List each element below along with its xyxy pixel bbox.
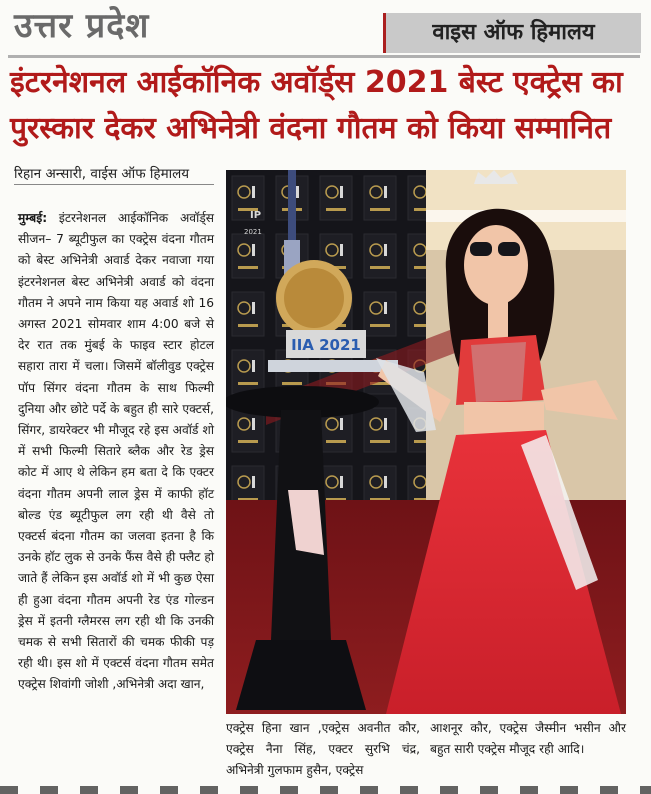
backdrop-logo: IP [250, 210, 262, 221]
newspaper-brand: वाइस ऑफ हिमालय [383, 13, 641, 53]
headline: इंटरनेशनल आईकॉनिक अवॉर्ड्स 2021 बेस्ट एक्ट्रेस का पुरस्कार देकर अभिनेत्री वंदना गौतम को किया सम्मानित [10, 65, 623, 146]
byline: रिहान अन्सारी, वाईस ऑफ हिमालय [14, 164, 214, 185]
photo-illustration [226, 170, 626, 714]
award-text: IIA 2021 [291, 336, 361, 354]
article-column-2: एक्ट्रेस हिना खान ,एक्ट्रेस अवनीत कौर, एक्ट्रेस नैना सिंह, एक्टर सुरभि चंद्र, अभिनेत्री गुलफाम हुसैन, एक्ट्रेस [226, 721, 420, 778]
header-rule [8, 55, 640, 58]
article-body-col1: इंटरनेशनल आईकॉनिक अवॉर्ड्स सीजन– 7 ब्यूटीफुल का एक्ट्रेस वंदना गौतम को बेस्ट अभिनेत्री अवार्ड देकर नवाजा गया इंटरनेशनल बेस्ट अभिनेत्री अवार्ड को वंदना गौतम ने अपने नाम किया यह अवार्ड शो 16 अगस्त 2021 सोमवार शाम 4:00 बजे से देर रात तक मुंबई के फाइव स्टार होटल सहारा तारा में चला। जिसमें बॉलीवुड एक्ट्रेस पॉप सिंगर वंदना गौतम के साथ फिल्मी दुनिया और छोटे पर्दे के बहुत ही सारे एक्टर्स, सिंगर, डायरेक्टर भी मौजूद रहे इस अवॉर्ड शो में सभी फिल्मी सितारे ब्लैक और रेड ड्रेस कोट में आए थे लेकिन हम बता दे कि एक्टर वंदना गौतम अपनी लाल ड्रेस में काफी हॉट बोल्ड एंड ब्यूटीफुल लग रही थी वैसे तो एक्टर्स बंदना गौतम का जलवा इतना है कि उनके हॉट लुक से उनके फैंस वैसे ही फ्लैट हो जाते हैं लेकिन इस अवॉर्ड शो में भी कुछ ऐसा ही हुआ वंदना गौतम अपनी रेड एंड गोल्डन ड्रेस में इतनी ग्लैमरस लग रही थी कि उनकी चमक से सभी सितारों की चमक फीकी पड़ रही थी। इस शो में एक्टर्स वंदना गौतम समेत एक्ट्रेस शिवांगी जोशी ,अभिनेत्री अदा खान, [18, 211, 214, 692]
dateline: मुम्बई: [18, 211, 48, 225]
article-column-1 [18, 208, 214, 696]
page-bottom-edge [0, 786, 651, 794]
backdrop-year: 2021 [244, 228, 262, 236]
article-column-3: आशनूर कौर, एक्ट्रेस जैस्मीन भसीन और बहुत सारी एक्ट्रेस मौजूद रही आदि। [430, 721, 626, 757]
section-label: उत्तर प्रदेश [14, 6, 150, 46]
article-photo [226, 170, 626, 714]
